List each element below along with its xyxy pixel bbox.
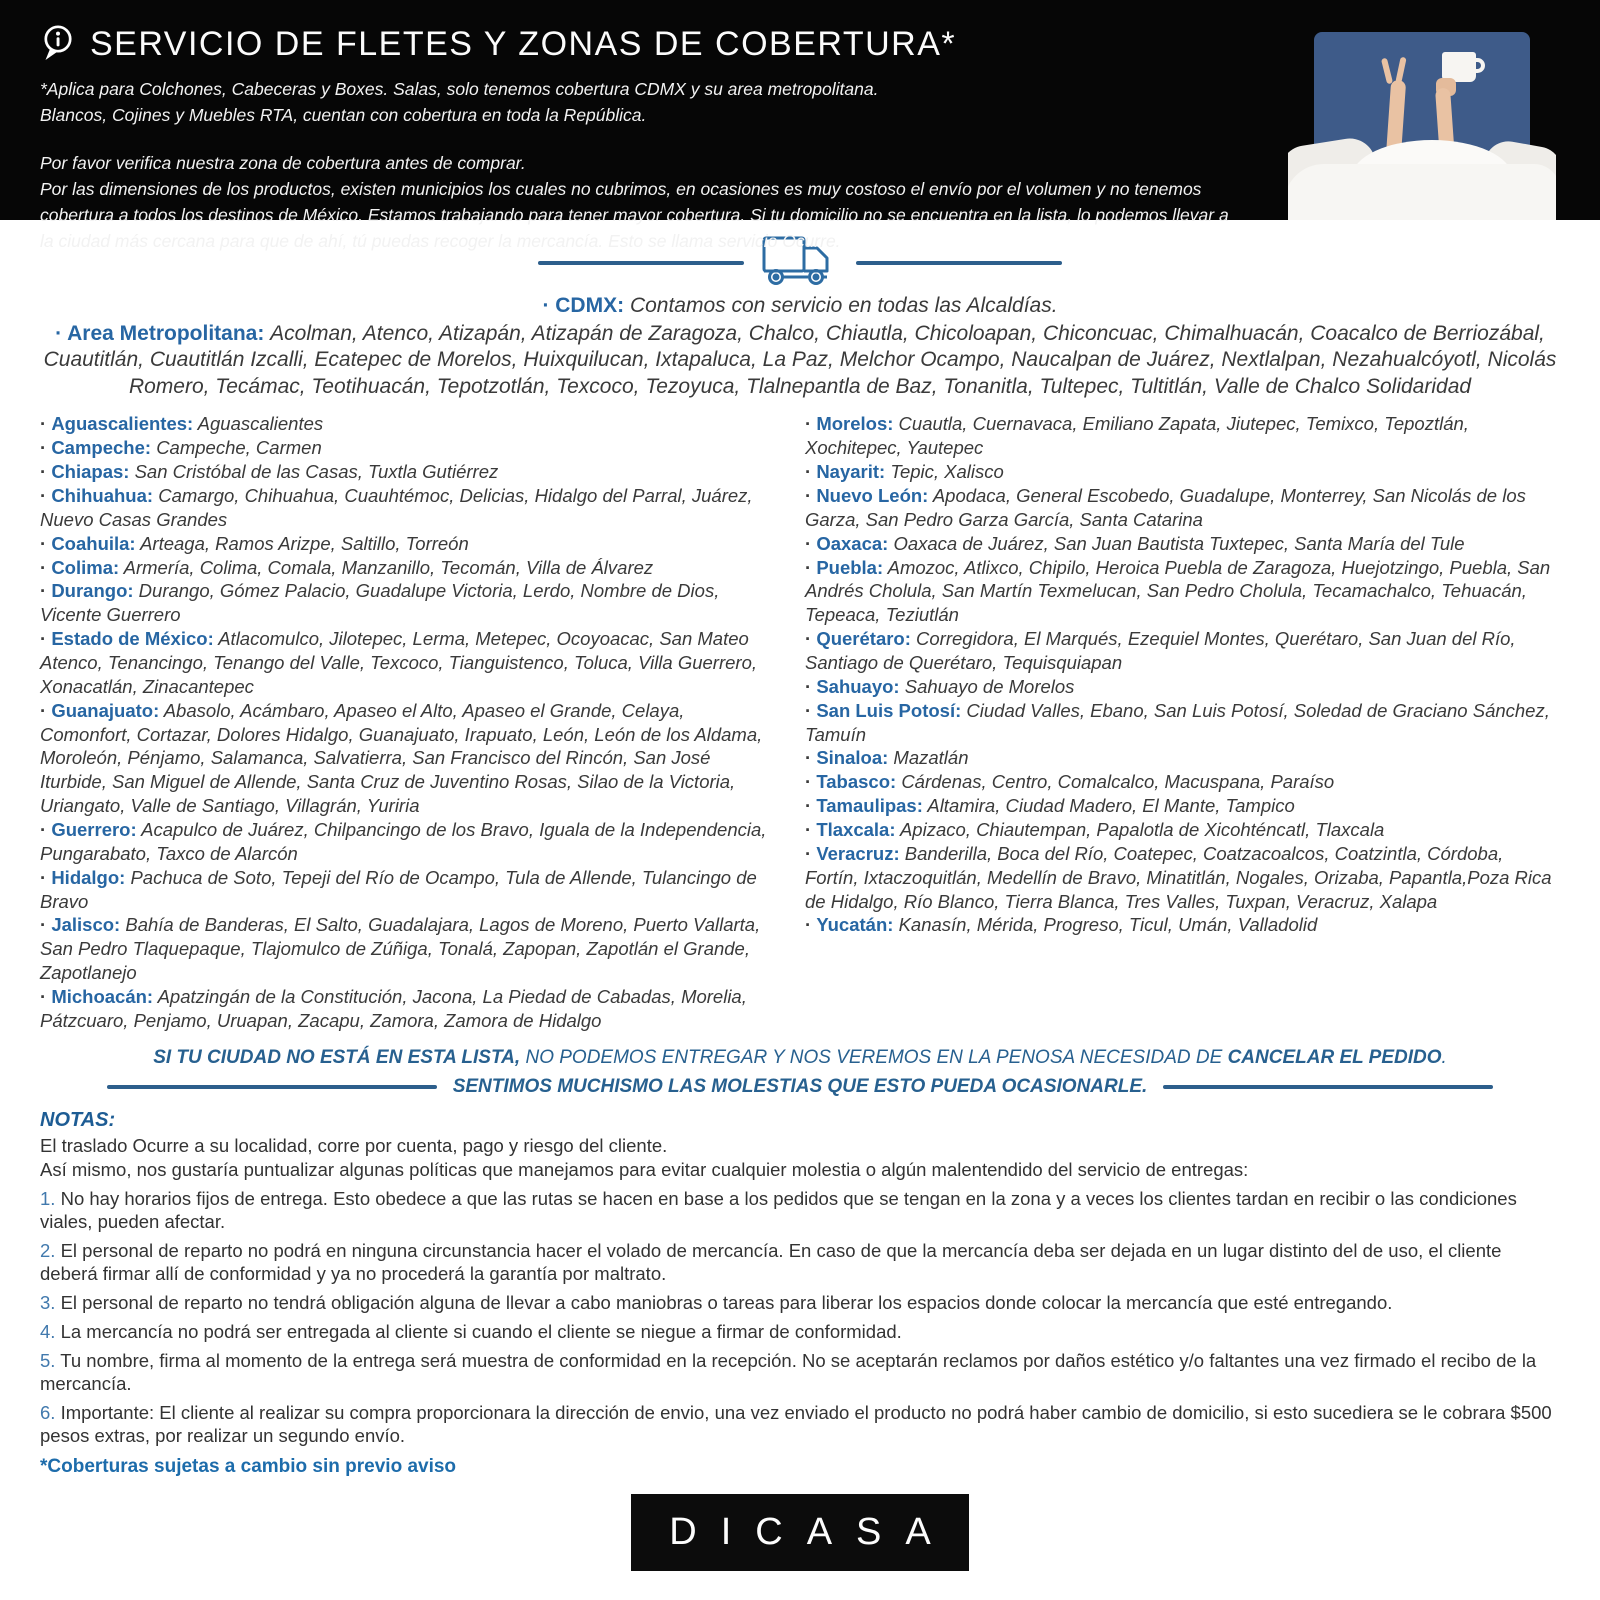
- state-entry: [805, 818, 1560, 842]
- note-number: 5.: [40, 1350, 56, 1371]
- state-name: Michoacán:: [51, 985, 154, 1007]
- note-text: No hay horarios fijos de entrega. Esto obedece a que las rutas se hacen en base a los pedidos que se tengan en la zona y a veces los clientes tardan en recibir o las condiciones viales, pueden afectar.: [40, 1188, 1517, 1233]
- state-entry: [40, 866, 777, 914]
- state-cities: Aguascalientes: [197, 413, 324, 435]
- state-cities: Apizaco, Chiautempan, Papalotla de Xicohténcatl, Tlaxcala: [899, 818, 1385, 840]
- metro-area-line: [0, 321, 1600, 400]
- state-name: Tlaxcala:: [816, 818, 896, 840]
- state-entry: [40, 436, 777, 460]
- state-cities: Armería, Colima, Comala, Manzanillo, Tecomán, Villa de Álvarez: [123, 556, 654, 578]
- state-cities: Cárdenas, Centro, Comalcalco, Macuspana, Paraíso: [901, 771, 1335, 793]
- note-item: [40, 1350, 1560, 1396]
- state-entry: [40, 818, 777, 866]
- note-body: Por las dimensiones de los productos, existen municipios los cuales no cubrimos, en ocasiones es muy costoso el envío por el volumen y no tenemos cobertura a todos los destinos de México. Estamos trabajando para tener mayor cobertura. Si tu domicilio no se encuentra en la lista, lo podemos llevar a la ciudad más cercana para que de ahí, tú puedas recoger la mercancía. Esto se llama servicio Ocurre.: [40, 178, 1229, 252]
- note-line1: Por favor verifica nuestra zona de cobertura antes de comprar.: [40, 152, 526, 173]
- state-entry: [40, 532, 777, 556]
- coverage-disclaimer: *Coberturas sujetas a cambio sin previo aviso: [40, 1455, 457, 1477]
- state-cities: Apodaca, General Escobedo, Guadalupe, Monterrey, San Nicolás de los Garza, San Pedro Garza García, Santa Catarina: [805, 484, 1526, 530]
- cdmx-line: [0, 294, 1600, 318]
- state-cities: Cuautla, Cuernavaca, Emiliano Zapata, Jiutepec, Temixco, Tepoztlán, Xochitepec, Yautepec: [805, 413, 1469, 459]
- note-text: El personal de reparto no podrá en ninguna circunstancia hacer el volado de mercancía. En caso de que la mercancía deba ser dejada en un lugar distinto del de uso, el cliente deberá firmar allí de conformidad y ya no procederá la garantía por maltrato.: [40, 1240, 1502, 1285]
- state-entry: [805, 746, 1560, 770]
- state-entry: [805, 675, 1560, 699]
- state-name: Puebla:: [816, 556, 884, 578]
- subtitle-line1: *Aplica para Colchones, Cabeceras y Boxes. Salas, solo tenemos cobertura CDMX y su area metropolitana.: [40, 79, 879, 99]
- state-entry: [805, 913, 1560, 937]
- states-column-right: [805, 412, 1560, 1032]
- state-entry: [805, 484, 1560, 532]
- state-name: Colima:: [51, 556, 120, 578]
- state-name: Campeche:: [51, 437, 152, 459]
- page-title: SERVICIO DE FLETES Y ZONAS DE COBERTURA*: [90, 24, 957, 63]
- state-cities: Altamira, Ciudad Madero, El Mante, Tampico: [927, 795, 1295, 817]
- header: [0, 0, 1600, 252]
- warning-strong2: CANCELAR EL PEDIDO: [1227, 1046, 1442, 1068]
- state-entry: [805, 460, 1560, 484]
- state-cities: Campeche, Carmen: [156, 437, 322, 459]
- state-cities: San Cristóbal de las Casas, Tuxtla Gutiérrez: [134, 461, 499, 483]
- state-name: Tamaulipas:: [816, 795, 923, 817]
- state-entry: [805, 794, 1560, 818]
- state-entry: [805, 842, 1560, 914]
- note-text: Tu nombre, firma al momento de la entrega será muestra de conformidad en la recepción. No se aceptarán reclamos por daños estético y/o faltantes una vez firmado el recibo de la mercancía.: [40, 1350, 1537, 1394]
- state-cities: Camargo, Chihuahua, Cuauhtémoc, Delicias, Hidalgo del Parral, Juárez, Nuevo Casas Grandes: [40, 484, 753, 530]
- state-cities: Durango, Gómez Palacio, Guadalupe Victoria, Lerdo, Nombre de Dios, Vicente Guerrero: [40, 580, 720, 626]
- state-cities: Bahía de Banderas, El Salto, Guadalajara, Lagos de Moreno, Puerto Vallarta, San Pedro Tlaquepaque, Tlajomulco de Zúñiga, Tonalá, Zapopan, Zapotlán el Grande, Zapotlanejo: [40, 914, 761, 984]
- info-pin-icon: [40, 24, 76, 64]
- state-entry: [40, 913, 777, 985]
- state-name: Nayarit:: [816, 461, 886, 483]
- state-entry: [805, 699, 1560, 747]
- warning-line2-text: SENTIMOS MUCHISMO LAS MOLESTIAS QUE ESTO PUEDA OCASIONARLE.: [452, 1075, 1148, 1097]
- state-cities: Banderilla, Boca del Río, Coatepec, Coatzacoalcos, Coatzintla, Córdoba, Fortín, Ixtaczoquitlán, Medellín de Bravo, Minatitlán, Nogales, Orizaba, Papantla,Poza Rica de Hidalgo, Río Blanco, Tierra Blanca, Tres Valles, Tuxpan, Veracruz, Xalapa: [805, 842, 1552, 912]
- state-name: Chihuahua:: [51, 484, 154, 506]
- state-entry: [40, 460, 777, 484]
- state-cities: Amozoc, Atlixco, Chipilo, Heroica Puebla de Zaragoza, Huejotzingo, Puebla, San Andrés Cholula, San Martín Texmelucan, San Pedro Cholula, Tecamachalco, Tehuacán, Tepeaca, Teziutlán: [805, 556, 1551, 626]
- state-name: Morelos:: [816, 413, 894, 435]
- notes-heading: NOTAS:: [40, 1108, 116, 1131]
- metro-label: · Area Metropolitana:: [55, 322, 265, 345]
- notes-intro1: El traslado Ocurre a su localidad, corre por cuenta, pago y riesgo del cliente.: [40, 1134, 668, 1156]
- state-name: Nuevo León:: [816, 484, 929, 506]
- state-entry: [805, 556, 1560, 628]
- state-cities: Corregidora, El Marqués, Ezequiel Montes, Querétaro, San Juan del Río, Santiago de Querétaro, Tequisquiapan: [805, 628, 1516, 673]
- note-item: [40, 1188, 1560, 1234]
- note-number: 6.: [40, 1401, 56, 1423]
- notes-list: [40, 1188, 1560, 1447]
- note-item: [40, 1292, 1560, 1315]
- state-entry: [40, 627, 777, 699]
- state-name: Veracruz:: [816, 842, 900, 864]
- header-subtitle: [40, 76, 1230, 129]
- divider-rule-left: [538, 261, 744, 265]
- state-cities: Arteaga, Ramos Arizpe, Saltillo, Torreón: [140, 532, 469, 554]
- note-text: Importante: El cliente al realizar su compra proporcionara la dirección de envio, una vez enviado el producto no podrá haber cambio de domicilio, si esto sucediera se le cobrara $500 pesos extras, por realizar un segundo envío.: [40, 1401, 1552, 1446]
- logo-container: [0, 1494, 1600, 1571]
- divider-rule-right: [856, 261, 1062, 265]
- warning-strong1: SI TU CIUDAD NO ESTÁ EN ESTA LISTA,: [153, 1046, 521, 1068]
- state-name: Tabasco:: [816, 771, 897, 793]
- state-cities: Pachuca de Soto, Tepeji del Río de Ocampo, Tula de Allende, Tulancingo de Bravo: [40, 866, 757, 912]
- state-cities: Tepic, Xalisco: [890, 461, 1004, 483]
- note-item: [40, 1321, 1560, 1344]
- state-cities: Kanasín, Mérida, Progreso, Ticul, Umán, Valladolid: [898, 914, 1318, 936]
- warning-line1: [0, 1047, 1600, 1069]
- state-name: Aguascalientes:: [51, 413, 194, 435]
- note-text: La mercancía no podrá ser entregada al cliente si cuando el cliente se niegue a firmar de conformidad.: [55, 1321, 902, 1343]
- state-cities: Abasolo, Acámbaro, Apaseo el Alto, Apaseo el Grande, Celaya, Comonfort, Cortazar, Dolores Hidalgo, Guanajuato, Irapuato, León, León de los Aldama, Moroleón, Pénjamo, Salamanca, Salvatierra, San Francisco del Rincón, San José Iturbide, San Miguel de Allende, Santa Cruz de Juventino Rosas, Silao de la Victoria, Uriangato, Valle de Santiago, Villagrán, Yuriria: [40, 699, 763, 817]
- dicasa-logo: DICASA: [631, 1494, 968, 1571]
- warning-line2: [0, 1076, 1600, 1098]
- coverage-columns: [0, 412, 1600, 1032]
- state-entry: [40, 412, 777, 436]
- state-entry: [40, 484, 777, 532]
- note-text: El personal de reparto no tendrá obligación alguna de llevar a cabo maniobras o tareas para liberar los espacios donde colocar la mercancía que esté entregando.: [55, 1292, 1393, 1314]
- warning-period: .: [1441, 1046, 1447, 1068]
- subtitle-line2: Blancos, Cojines y Muebles RTA, cuentan con cobertura en toda la República.: [40, 105, 647, 126]
- state-cities: Oaxaca de Juárez, San Juan Bautista Tuxtepec, Santa María del Tule: [893, 532, 1465, 554]
- state-entry: [40, 699, 777, 818]
- state-name: Sahuayo:: [816, 675, 900, 697]
- state-cities: Acapulco de Juárez, Chilpancingo de los Bravo, Iguala de la Independencia, Pungarabato, Taxco de Alarcón: [40, 818, 767, 864]
- note-item: [40, 1240, 1560, 1286]
- note-number: 4.: [40, 1321, 56, 1343]
- state-entry: [805, 627, 1560, 675]
- state-name: Guerrero:: [51, 818, 137, 840]
- state-entry: [805, 412, 1560, 460]
- state-name: Jalisco:: [51, 914, 121, 936]
- states-column-left: [40, 412, 777, 1032]
- state-cities: Atlacomulco, Jilotepec, Lerma, Metepec, Ocoyoacac, San Mateo Atenco, Tenancingo, Tenango del Valle, Texcoco, Tianguistenco, Toluca, Villa Guerrero, Xonacatlán, Zinacantepec: [40, 628, 758, 697]
- state-cities: Ciudad Valles, Ebano, San Luis Potosí, Soledad de Graciano Sánchez, Tamuín: [805, 699, 1550, 745]
- state-entry: [805, 532, 1560, 556]
- warning-rule-left: [107, 1085, 437, 1089]
- note-number: 3.: [40, 1292, 56, 1314]
- notes-intro2: Así mismo, nos gustaría puntualizar algunas políticas que manejamos para evitar cualquier molestia o algún malentendido del servicio de entregas:: [40, 1159, 1249, 1181]
- warning-banner: [0, 1047, 1600, 1098]
- state-entry: [805, 770, 1560, 794]
- state-name: Sinaloa:: [816, 747, 889, 769]
- cdmx-text: Contamos con servicio en todas las Alcaldías.: [629, 294, 1058, 317]
- state-name: Estado de México:: [51, 628, 214, 650]
- warning-regular: NO PODEMOS ENTREGAR Y NOS VEREMOS EN LA PENOSA NECESIDAD DE: [520, 1046, 1228, 1068]
- note-number: 1.: [40, 1188, 56, 1210]
- header-note: [40, 150, 1240, 255]
- state-entry: [40, 985, 777, 1033]
- state-name: Yucatán:: [816, 914, 894, 936]
- state-name: Coahuila:: [51, 532, 136, 554]
- state-name: Durango:: [51, 580, 134, 602]
- cdmx-label: · CDMX:: [542, 294, 625, 317]
- state-name: Guanajuato:: [51, 699, 160, 721]
- warning-rule-right: [1163, 1085, 1493, 1089]
- state-name: San Luis Potosí:: [816, 699, 962, 721]
- state-name: Hidalgo:: [51, 866, 126, 888]
- state-name: Oaxaca:: [816, 532, 889, 554]
- note-item: [40, 1402, 1560, 1448]
- notes-section: [0, 1108, 1600, 1479]
- state-cities: Mazatlán: [893, 747, 969, 769]
- state-name: Chiapas:: [51, 461, 130, 483]
- state-name: Querétaro:: [816, 628, 911, 650]
- state-cities: Sahuayo de Morelos: [904, 675, 1075, 697]
- note-number: 2.: [40, 1240, 56, 1262]
- state-cities: Apatzingán de la Constitución, Jacona, La Piedad de Cabadas, Morelia, Pátzcuaro, Penjamo, Uruapan, Zacapu, Zamora, Zamora de Hidalgo: [40, 985, 747, 1031]
- state-entry: [40, 579, 777, 627]
- bed-photo: [1288, 22, 1556, 220]
- metro-text: Acolman, Atenco, Atizapán, Atizapán de Zaragoza, Chalco, Chiautla, Chicoloapan, Chiconcuac, Chimalhuacán, Coacalco de Berriozábal, Cuautitlán, Cuautitlán Izcalli, Ecatepec de Morelos, Huixquilucan, Ixtapaluca, La Paz, Melchor Ocampo, Naucalpan de Juárez, Nextlalpan, Nezahualcóyotl, Nicolás Romero, Tecámac, Teotihuacán, Tepotzotlán, Texcoco, Tezoyuca, Tlalnepantla de Baz, Tonanitla, Tultepec, Tultitlán, Valle de Chalco Solidaridad: [43, 322, 1557, 398]
- bedding: [1288, 164, 1556, 220]
- state-entry: [40, 556, 777, 580]
